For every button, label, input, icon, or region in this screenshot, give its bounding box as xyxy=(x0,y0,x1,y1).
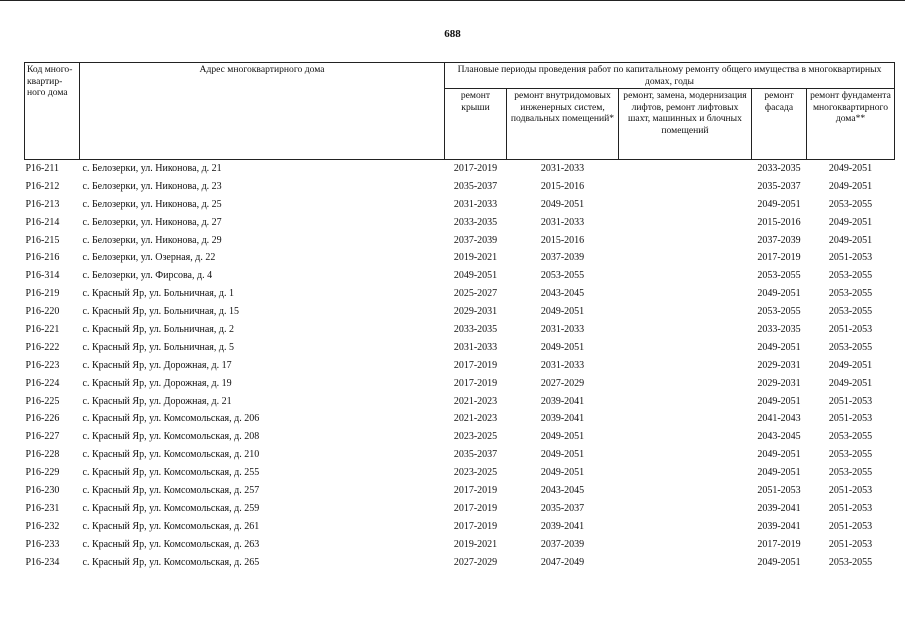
cell-facade: 2039-2041 xyxy=(757,520,801,532)
cell-engineering: 2027-2029 xyxy=(540,377,585,389)
cell-facade: 2033-2035 xyxy=(757,162,801,174)
cell-elevators xyxy=(619,393,752,411)
cell-code: Р16-232 xyxy=(25,520,60,532)
cell-roof: 2035-2037 xyxy=(453,449,498,461)
header-elevators: ремонт, замена, модернизация лифтов, ремонт лифтовых шахт, машинных и блочных помещений xyxy=(619,89,752,160)
cell-elevators xyxy=(619,410,752,428)
table-row xyxy=(25,160,895,178)
cell-foundation: 2053-2055 xyxy=(828,198,873,210)
cell-elevators xyxy=(619,464,752,482)
cell-elevators xyxy=(619,357,752,375)
cell-roof: 2023-2025 xyxy=(453,431,498,443)
cell-roof: 2017-2019 xyxy=(453,484,498,496)
cell-foundation: 2053-2055 xyxy=(828,341,873,353)
cell-address: с. Красный Яр, ул. Больничная, д. 15 xyxy=(82,306,239,318)
cell-address: с. Красный Яр, ул. Комсомольская, д. 261 xyxy=(82,520,260,532)
cell-foundation: 2053-2055 xyxy=(828,556,873,568)
cell-roof: 2017-2019 xyxy=(453,377,498,389)
cell-address: с. Красный Яр, ул. Комсомольская, д. 265 xyxy=(82,556,260,568)
cell-facade: 2053-2055 xyxy=(757,306,801,318)
cell-roof: 2049-2051 xyxy=(453,270,498,282)
cell-elevators xyxy=(619,196,752,214)
cell-facade: 2049-2051 xyxy=(757,288,801,300)
table-row xyxy=(25,428,895,446)
cell-roof: 2017-2019 xyxy=(453,520,498,532)
header-roof: ремонт крыши xyxy=(445,89,507,160)
cell-address: с. Красный Яр, ул. Больничная, д. 1 xyxy=(82,288,234,300)
cell-engineering: 2049-2051 xyxy=(540,306,585,318)
cell-facade: 2015-2016 xyxy=(757,216,801,228)
cell-roof: 2031-2033 xyxy=(453,198,498,210)
cell-foundation: 2051-2053 xyxy=(828,520,873,532)
cell-roof: 2023-2025 xyxy=(453,467,498,479)
cell-code: Р16-314 xyxy=(25,270,60,282)
cell-facade: 2049-2051 xyxy=(757,198,801,210)
cell-foundation: 2049-2051 xyxy=(828,162,873,174)
cell-facade: 2029-2031 xyxy=(757,377,801,389)
table-header xyxy=(25,63,895,160)
cell-code: Р16-233 xyxy=(25,538,60,550)
cell-address: с. Красный Яр, ул. Дорожная, д. 21 xyxy=(82,395,232,407)
cell-facade: 2033-2035 xyxy=(757,323,801,335)
document-table-wrapper xyxy=(24,62,894,571)
cell-code: Р16-229 xyxy=(25,467,60,479)
cell-address: с. Белозерки, ул. Озерная, д. 22 xyxy=(82,252,216,264)
cell-elevators xyxy=(619,482,752,500)
cell-code: Р16-227 xyxy=(25,431,60,443)
cell-address: с. Красный Яр, ул. Больничная, д. 5 xyxy=(82,341,234,353)
cell-code: Р16-234 xyxy=(25,556,60,568)
table-row xyxy=(25,375,895,393)
cell-elevators xyxy=(619,214,752,232)
cell-address: с. Белозерки, ул. Фирсова, д. 4 xyxy=(82,270,213,282)
cell-roof: 2017-2019 xyxy=(453,502,498,514)
table-row xyxy=(25,482,895,500)
cell-engineering: 2049-2051 xyxy=(540,341,585,353)
cell-facade: 2049-2051 xyxy=(757,395,801,407)
cell-engineering: 2037-2039 xyxy=(540,538,585,550)
cell-elevators xyxy=(619,375,752,393)
cell-foundation: 2053-2055 xyxy=(828,288,873,300)
page-number: 688 xyxy=(444,28,461,40)
cell-code: Р16-225 xyxy=(25,395,60,407)
cell-facade: 2051-2053 xyxy=(757,484,801,496)
header-facade: ремонт фасада xyxy=(752,89,807,160)
cell-roof: 2019-2021 xyxy=(453,252,498,264)
cell-engineering: 2049-2051 xyxy=(540,449,585,461)
cell-engineering: 2043-2045 xyxy=(540,484,585,496)
table-row xyxy=(25,357,895,375)
header-code: Код много-квартир-ного дома xyxy=(25,63,80,160)
cell-facade: 2029-2031 xyxy=(757,359,801,371)
cell-code: Р16-230 xyxy=(25,484,60,496)
cell-elevators xyxy=(619,446,752,464)
table-row xyxy=(25,393,895,411)
cell-code: Р16-216 xyxy=(25,252,60,264)
cell-engineering: 2049-2051 xyxy=(540,431,585,443)
cell-foundation: 2053-2055 xyxy=(828,467,873,479)
cell-elevators xyxy=(619,339,752,357)
cell-foundation: 2051-2053 xyxy=(828,484,873,496)
cell-elevators xyxy=(619,321,752,339)
cell-code: Р16-215 xyxy=(25,234,60,246)
table-row xyxy=(25,249,895,267)
cell-elevators xyxy=(619,178,752,196)
cell-foundation: 2053-2055 xyxy=(828,270,873,282)
cell-facade: 2017-2019 xyxy=(757,252,801,264)
cell-code: Р16-211 xyxy=(25,162,60,174)
cell-engineering: 2015-2016 xyxy=(540,180,585,192)
table-row xyxy=(25,464,895,482)
cell-engineering: 2015-2016 xyxy=(540,234,585,246)
cell-foundation: 2049-2051 xyxy=(828,180,873,192)
cell-address: с. Красный Яр, ул. Комсомольская, д. 263 xyxy=(82,538,260,550)
cell-address: с. Красный Яр, ул. Комсомольская, д. 255 xyxy=(82,467,260,479)
header-engineering: ремонт внутридомовых инженерных систем, подвальных помещений* xyxy=(507,89,619,160)
cell-foundation: 2049-2051 xyxy=(828,359,873,371)
cell-foundation: 2049-2051 xyxy=(828,377,873,389)
cell-roof: 2033-2035 xyxy=(453,323,498,335)
cell-code: Р16-226 xyxy=(25,413,60,425)
cell-engineering: 2031-2033 xyxy=(540,323,585,335)
cell-engineering: 2039-2041 xyxy=(540,520,585,532)
cell-elevators xyxy=(619,518,752,536)
cell-roof: 2021-2023 xyxy=(453,413,498,425)
cell-code: Р16-224 xyxy=(25,377,60,389)
cell-engineering: 2047-2049 xyxy=(540,556,585,568)
cell-code: Р16-220 xyxy=(25,306,60,318)
cell-address: с. Красный Яр, ул. Комсомольская, д. 257 xyxy=(82,484,260,496)
cell-engineering: 2039-2041 xyxy=(540,413,585,425)
cell-elevators xyxy=(619,303,752,321)
cell-engineering: 2049-2051 xyxy=(540,198,585,210)
cell-facade: 2049-2051 xyxy=(757,556,801,568)
cell-roof: 2029-2031 xyxy=(453,306,498,318)
cell-elevators xyxy=(619,232,752,250)
table-body xyxy=(25,160,895,572)
table-row xyxy=(25,518,895,536)
cell-foundation: 2051-2053 xyxy=(828,538,873,550)
cell-foundation: 2051-2053 xyxy=(828,252,873,264)
table-row xyxy=(25,303,895,321)
cell-roof: 2017-2019 xyxy=(453,162,498,174)
cell-code: Р16-222 xyxy=(25,341,60,353)
cell-address: с. Красный Яр, ул. Комсомольская, д. 210 xyxy=(82,449,260,461)
cell-foundation: 2053-2055 xyxy=(828,431,873,443)
cell-roof: 2027-2029 xyxy=(453,556,498,568)
table-row xyxy=(25,285,895,303)
cell-address: с. Белозерки, ул. Никонова, д. 21 xyxy=(82,162,222,174)
table-row xyxy=(25,339,895,357)
cell-facade: 2049-2051 xyxy=(757,341,801,353)
table-row xyxy=(25,321,895,339)
cell-foundation: 2053-2055 xyxy=(828,306,873,318)
cell-foundation: 2051-2053 xyxy=(828,413,873,425)
cell-address: с. Красный Яр, ул. Комсомольская, д. 206 xyxy=(82,413,260,425)
cell-roof: 2019-2021 xyxy=(453,538,498,550)
cell-engineering: 2037-2039 xyxy=(540,252,585,264)
cell-facade: 2053-2055 xyxy=(757,270,801,282)
cell-elevators xyxy=(619,285,752,303)
cell-facade: 2035-2037 xyxy=(757,180,801,192)
cell-elevators xyxy=(619,249,752,267)
cell-code: Р16-221 xyxy=(25,323,60,335)
cell-roof: 2035-2037 xyxy=(453,180,498,192)
cell-roof: 2017-2019 xyxy=(453,359,498,371)
cell-code: Р16-212 xyxy=(25,180,60,192)
cell-elevators xyxy=(619,428,752,446)
cell-facade: 2037-2039 xyxy=(757,234,801,246)
cell-elevators xyxy=(619,536,752,554)
table-row xyxy=(25,267,895,285)
table-row xyxy=(25,214,895,232)
cell-code: Р16-223 xyxy=(25,359,60,371)
cell-address: с. Белозерки, ул. Никонова, д. 23 xyxy=(82,180,222,192)
header-address: Адрес многоквартирного дома xyxy=(80,63,445,160)
cell-code: Р16-219 xyxy=(25,288,60,300)
cell-facade: 2041-2043 xyxy=(757,413,801,425)
cell-engineering: 2049-2051 xyxy=(540,467,585,479)
cell-address: с. Красный Яр, ул. Комсомольская, д. 259 xyxy=(82,502,260,514)
table-row xyxy=(25,500,895,518)
cell-elevators xyxy=(619,554,752,572)
cell-engineering: 2031-2033 xyxy=(540,216,585,228)
table-row xyxy=(25,410,895,428)
capital-repair-table xyxy=(24,62,895,571)
cell-roof: 2033-2035 xyxy=(453,216,498,228)
cell-facade: 2049-2051 xyxy=(757,449,801,461)
cell-code: Р16-213 xyxy=(25,198,60,210)
cell-facade: 2049-2051 xyxy=(757,467,801,479)
cell-engineering: 2031-2033 xyxy=(540,162,585,174)
cell-address: с. Красный Яр, ул. Дорожная, д. 17 xyxy=(82,359,232,371)
cell-address: с. Красный Яр, ул. Комсомольская, д. 208 xyxy=(82,431,260,443)
cell-foundation: 2051-2053 xyxy=(828,502,873,514)
cell-address: с. Красный Яр, ул. Дорожная, д. 19 xyxy=(82,377,232,389)
table-row xyxy=(25,196,895,214)
table-row xyxy=(25,178,895,196)
table-row xyxy=(25,554,895,572)
cell-address: с. Белозерки, ул. Никонова, д. 27 xyxy=(82,216,222,228)
cell-engineering: 2031-2033 xyxy=(540,359,585,371)
cell-elevators xyxy=(619,160,752,178)
cell-foundation: 2053-2055 xyxy=(828,449,873,461)
cell-elevators xyxy=(619,267,752,285)
cell-roof: 2031-2033 xyxy=(453,341,498,353)
cell-code: Р16-214 xyxy=(25,216,60,228)
top-rule xyxy=(0,0,905,1)
cell-engineering: 2053-2055 xyxy=(540,270,585,282)
cell-engineering: 2043-2045 xyxy=(540,288,585,300)
cell-foundation: 2049-2051 xyxy=(828,216,873,228)
cell-address: с. Белозерки, ул. Никонова, д. 25 xyxy=(82,198,222,210)
cell-engineering: 2035-2037 xyxy=(540,502,585,514)
cell-foundation: 2051-2053 xyxy=(828,395,873,407)
cell-foundation: 2051-2053 xyxy=(828,323,873,335)
cell-code: Р16-231 xyxy=(25,502,60,514)
table-row xyxy=(25,232,895,250)
header-foundation: ремонт фундамента многоквартирного дома** xyxy=(807,89,895,160)
table-row xyxy=(25,536,895,554)
cell-roof: 2021-2023 xyxy=(453,395,498,407)
cell-facade: 2043-2045 xyxy=(757,431,801,443)
cell-elevators xyxy=(619,500,752,518)
table-row xyxy=(25,446,895,464)
cell-code: Р16-228 xyxy=(25,449,60,461)
cell-roof: 2025-2027 xyxy=(453,288,498,300)
cell-roof: 2037-2039 xyxy=(453,234,498,246)
cell-facade: 2039-2041 xyxy=(757,502,801,514)
cell-facade: 2017-2019 xyxy=(757,538,801,550)
cell-address: с. Белозерки, ул. Никонова, д. 29 xyxy=(82,234,222,246)
cell-foundation: 2049-2051 xyxy=(828,234,873,246)
header-periods: Плановые периоды проведения работ по капитальному ремонту общего имущества в многоквартирных домах, годы xyxy=(445,63,895,89)
cell-address: с. Красный Яр, ул. Больничная, д. 2 xyxy=(82,323,234,335)
cell-engineering: 2039-2041 xyxy=(540,395,585,407)
